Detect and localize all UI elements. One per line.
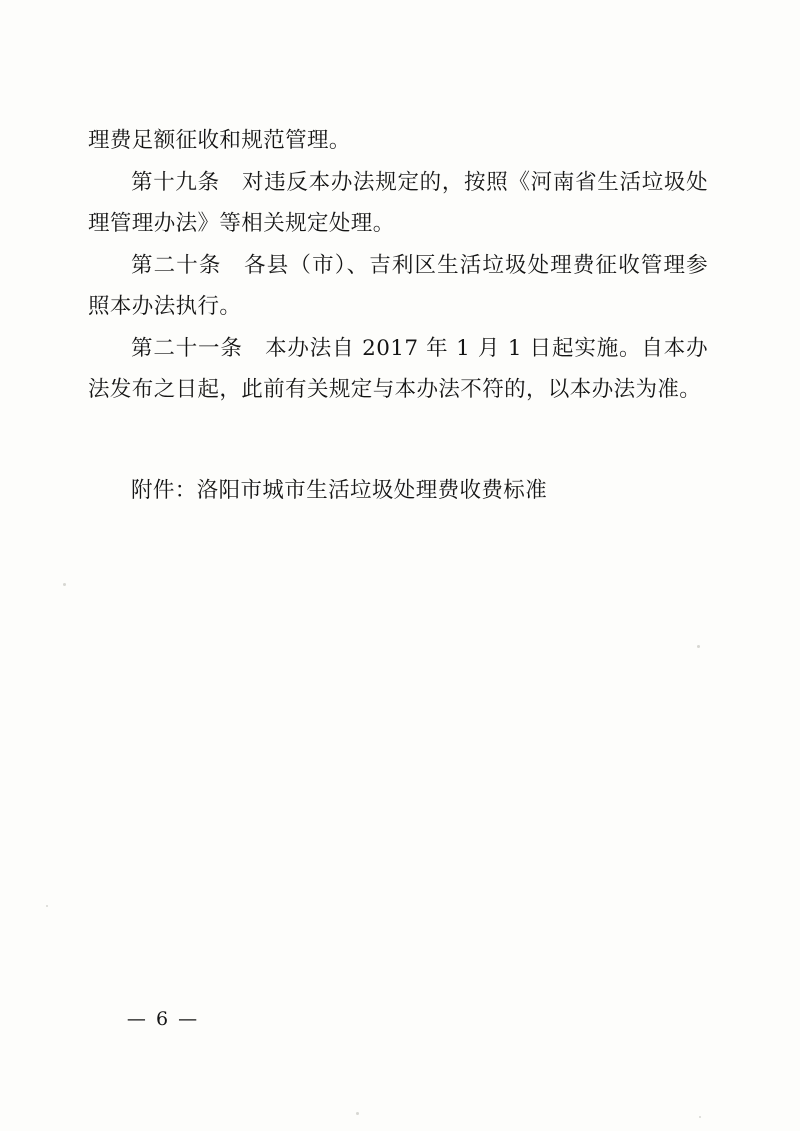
paragraph-article-19: 第十九条 对违反本办法规定的，按照《河南省生活垃圾处理管理办法》等相关规定处理。: [88, 170, 708, 236]
scan-speck: [63, 583, 66, 586]
paragraph-carryover: 理费足额征收和规范管理。: [88, 128, 351, 153]
scan-speck: [356, 1112, 359, 1115]
document-body: [88, 120, 708, 533]
scan-speck: [697, 645, 700, 648]
paragraph-article-21: 第二十一条 本办法自 2017 年 1 月 1 日起实施。自本办法发布之日起，此前有关规定与本办法不符的，以本办法为准。: [88, 336, 708, 402]
page-number: — 6 —: [126, 1008, 200, 1030]
scan-speck: [46, 905, 48, 907]
page-footer: [0, 1008, 800, 1030]
attachment-line: 附件：洛阳市城市生活垃圾处理费收费标准: [131, 478, 548, 503]
scan-speck: [699, 1116, 701, 1118]
paragraph-article-20: 第二十条 各县（市）、吉利区生活垃圾处理费征收管理参照本办法执行。: [88, 253, 708, 319]
